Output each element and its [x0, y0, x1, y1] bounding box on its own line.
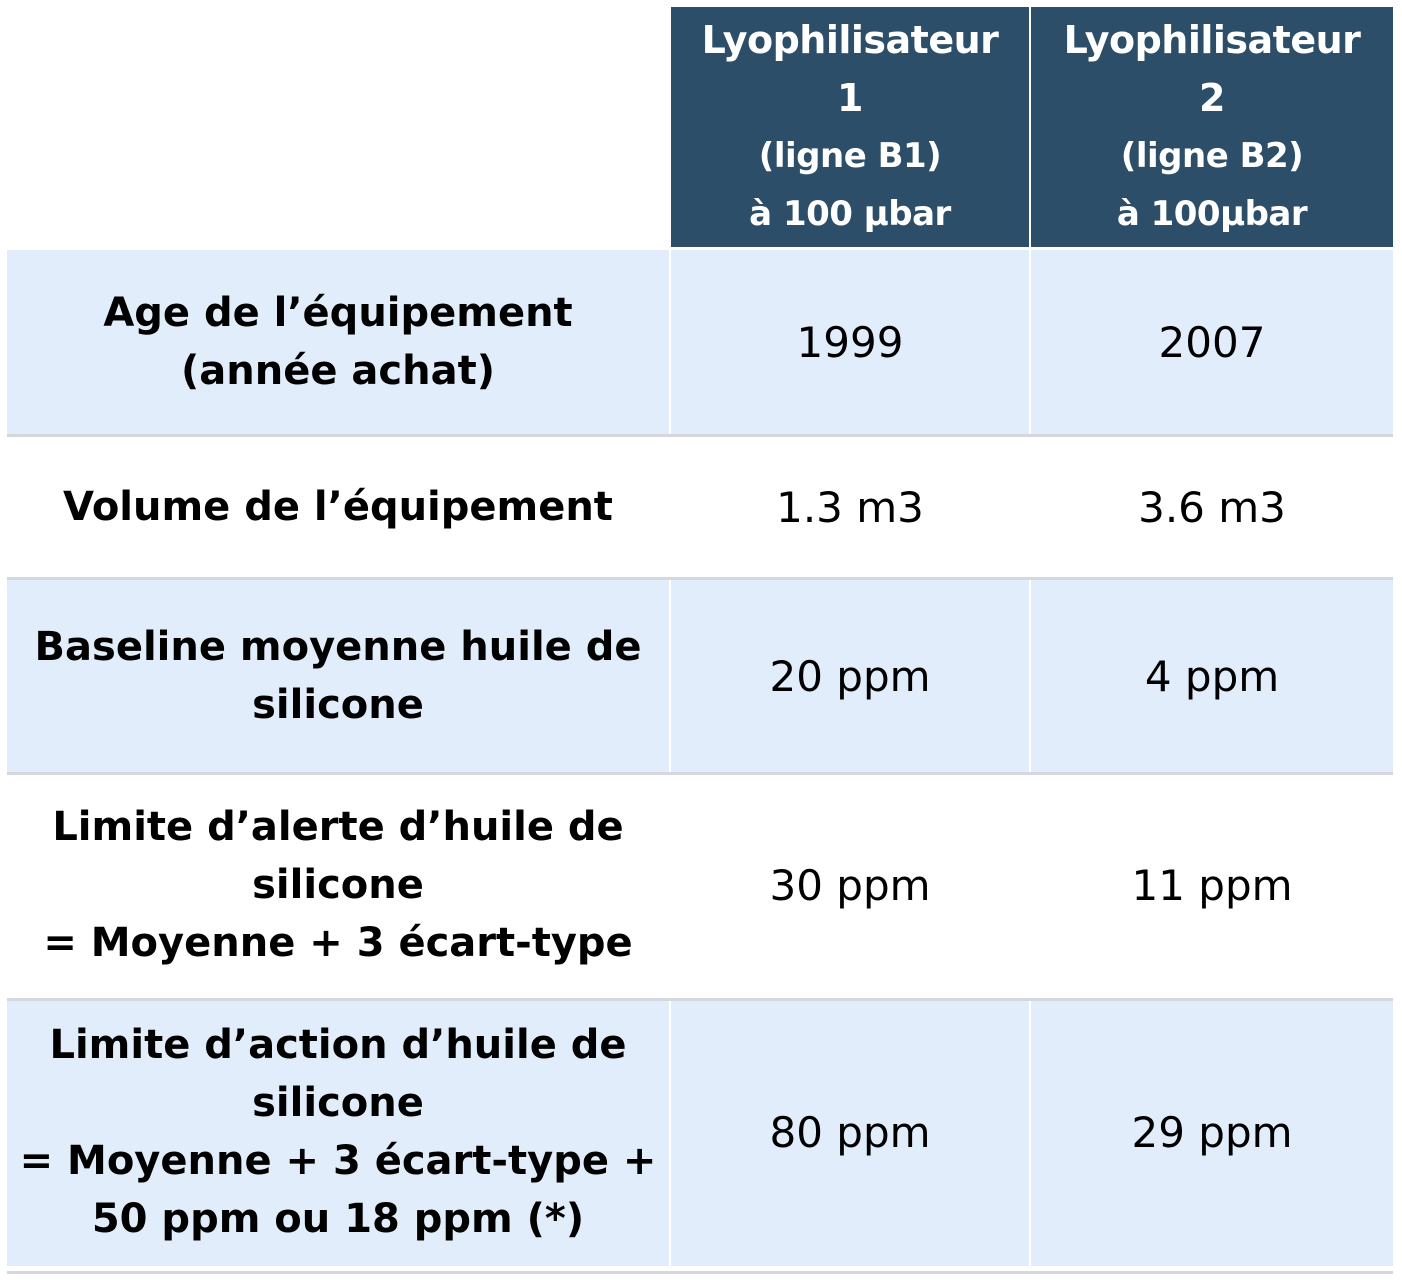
row-label-line: Limite d’alerte d’huile de — [52, 804, 624, 850]
header-1-line3: (ligne B1) — [758, 136, 942, 176]
cell-action-lyo2: 29 ppm — [1031, 998, 1393, 1266]
row-label-line: = Moyenne + 3 écart-type + — [19, 1138, 657, 1184]
cell-baseline-lyo1: 20 ppm — [671, 580, 1029, 772]
cell-volume-lyo1: 1.3 m3 — [671, 437, 1029, 577]
row-label-line: 50 ppm ou 18 ppm (*) — [91, 1196, 585, 1242]
header-lyophilisateur-2 — [1031, 7, 1393, 247]
row-label-line: Limite d’action d’huile de — [49, 1022, 627, 1068]
row-divider — [7, 772, 1393, 775]
cell-age-lyo2: 2007 — [1031, 250, 1393, 434]
row-label-line: silicone — [252, 1080, 424, 1126]
header-1-line4: à 100 µbar — [749, 194, 951, 234]
table-grid — [7, 7, 1393, 1266]
cell-volume-lyo2: 3.6 m3 — [1031, 437, 1393, 577]
row-divider — [7, 1271, 1393, 1274]
header-lyophilisateur-1 — [671, 7, 1029, 247]
cell-alert-lyo1: 30 ppm — [671, 775, 1029, 995]
cell-alert-lyo2: 11 ppm — [1031, 775, 1393, 995]
row-label-alert-limit — [7, 775, 669, 995]
row-divider — [7, 577, 1393, 580]
row-label-baseline — [7, 580, 669, 772]
row-label-line: silicone — [252, 682, 424, 728]
header-1-line1: Lyophilisateur — [701, 18, 999, 62]
cell-age-lyo1: 1999 — [671, 250, 1029, 434]
cell-action-lyo1: 80 ppm — [671, 998, 1029, 1266]
row-label-line: Age de l’équipement — [103, 290, 573, 336]
row-label-line: = Moyenne + 3 écart-type — [43, 920, 633, 966]
row-label-action-limit — [7, 998, 669, 1266]
row-label-line: Volume de l’équipement — [63, 484, 613, 530]
header-2-line1: Lyophilisateur — [1063, 18, 1361, 62]
row-label-age — [7, 250, 669, 434]
row-divider — [7, 998, 1393, 1001]
row-label-volume — [7, 437, 669, 577]
row-label-line: Baseline moyenne huile de — [34, 624, 642, 670]
header-2-line4: à 100µbar — [1116, 194, 1308, 234]
header-empty-cell — [7, 7, 669, 247]
row-label-line: (année achat) — [181, 348, 495, 394]
row-divider — [7, 434, 1393, 437]
row-label-line: silicone — [252, 862, 424, 908]
header-1-line2: 1 — [837, 76, 863, 120]
header-2-line3: (ligne B2) — [1120, 136, 1304, 176]
header-2-line2: 2 — [1199, 76, 1225, 120]
comparison-table — [7, 7, 1393, 1266]
cell-baseline-lyo2: 4 ppm — [1031, 580, 1393, 772]
